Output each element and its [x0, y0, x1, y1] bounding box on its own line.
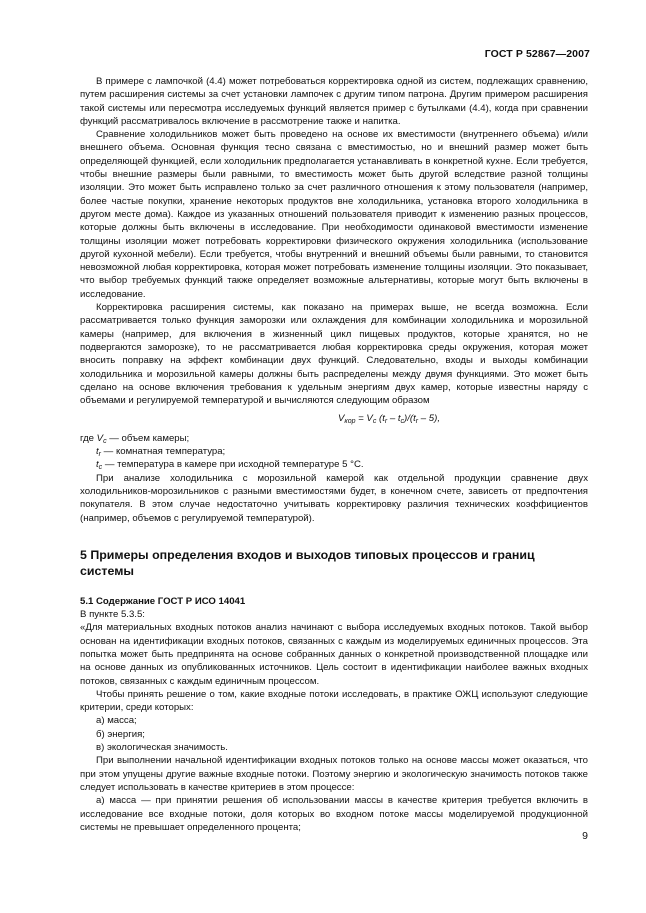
- formula-lhs-sub: кор: [344, 418, 356, 426]
- definition-v: — объем камеры;: [106, 432, 190, 444]
- formula-volume: [80, 412, 588, 425]
- formula-v: V: [366, 413, 373, 425]
- formula-part: (t: [376, 413, 385, 425]
- symbol-tr-sub: r: [98, 451, 102, 459]
- subsection-5-1-title: 5.1 Содержание ГОСТ Р ИСО 14041: [80, 595, 246, 607]
- formula-part: – 5),: [418, 413, 440, 425]
- quote-paragraph: «Для материальных входных потоков анализ начинают с выбора исследуемых входных потоков. Такой выбор основан на идентификации входных потоков, связанных с каждым из моделируемых единичных процессов. Эта попытка может быть предпринята на основе собранных данных о конкретной производственной площадке или на основе данных из опубликованных источников. Цель состоит в идентификации наиболее важных входных потоков, связанных с каждым единичным процессом.: [80, 622, 588, 687]
- reference-line: В пункте 5.3.5:: [80, 609, 145, 621]
- symbol-tc: t: [96, 459, 99, 471]
- section-5-title: 5 Примеры определения входов и выходов типовых процессов и границ системы: [80, 547, 535, 578]
- symbol-tr: t: [96, 446, 99, 458]
- list-item: а) масса;: [96, 715, 137, 727]
- paragraph-fridge-comparison: Сравнение холодильников может быть проведено на основе их вместимости (внутреннего объема) и/или внешнего объема. Основная функция тесно связана с вместимостью, но и внешний размер может быть определяющей функцией, если холодильник предполагается устанавливать в конкретной кухне. Если требуется, чтобы внешние размеры были равными, то вместимость может быть другой вследствие разной толщины изоляции. Это может быть исправлено только за счет различного отношения к этому пользователя (например, более частые покупки, хранение некоторых продуктов вне холодильника, установка второго холодильника в другом месте дома). Каждое из указанных отношений пользователя приводит к изменению разных процессов, которые должны быть включены в исследование. При необходимости одинаковой вместимости изменение толщины изоляции может потребовать корректировки физического окружения холодильника (использование другой кухонной мебели). Если требуется, чтобы внутренний и внешний объемы были равными, то становится невозможной любая корректировка, которая может потребовать изменение толщины изоляции. Это показывает, что выбор требуемых функций также определяет возможные альтернативы, которые могут быть включены в исследование.: [80, 129, 588, 300]
- formula-sub: r: [415, 418, 419, 426]
- where-intro: где: [80, 432, 97, 444]
- paragraph-system-expansion: Корректировка расширения системы, как показано на примерах выше, не всегда возможна. Если рассматривается только функция заморозки или охлаждения для комбинации холодильника и морозильной камеры (например, для включения в жизненный цикл пищевых продуктов, которые хранятся, но не подвергаются заморозке), то не рассматривается любая корректировка среды окружения, которая может вносить поправку на эффект комбинации двух функций. Следовательно, входы и выходы комбинации холодильника и морозильной камеры должны быть распределены между двумя функциями. Это может быть сделано на основе включения требования к удельным энергиям двух камер, которые известны наряду с объемами и регулируемой температурой и вычисляются следующим образом: [80, 302, 588, 407]
- symbol-v-sub: c: [103, 437, 107, 445]
- formula-v-sub: c: [372, 418, 377, 426]
- formula-eq: =: [355, 413, 367, 425]
- list-item: б) энергия;: [96, 728, 145, 740]
- definition-tr: — комнатная температура;: [101, 446, 226, 458]
- symbol-tc-sub: c: [98, 464, 103, 472]
- formula-lhs: V: [337, 413, 345, 425]
- definition-tc: — температура в камере при исходной температуре 5 °С.: [102, 459, 364, 471]
- document-body: [80, 75, 588, 834]
- formula-sub: c: [400, 418, 405, 426]
- paragraph-mass-criterion: а) масса — при принятии решения об использовании массы в качестве критерия требуется включить в исследование все входные потоки, доля которых во входном потоке массы моделируемой продукционной системы не превышает определенного процента;: [80, 795, 588, 833]
- formula-sub: r: [384, 418, 388, 426]
- paragraph-mass-identification: При выполнении начальной идентификации входных потоков только на основе массы может оказаться, что при этом упущены другие важные входные потоки. Поэтому энергию и экологическую значимость потоков также следует использовать в качестве критериев в этом процессе:: [80, 755, 588, 793]
- paragraph-lamp-example: В примере с лампочкой (4.4) может потребоваться корректировка одной из систем, подлежащих сравнению, путем расширения системы за счет установки лампочек с другим типом патрона. Другим примером расширения такой системы или пересмотра исследуемых функций является пример с бутылками (4.4), когда при сравнении функций рассматривалось включение в рассмотрение также и напитка.: [80, 76, 588, 127]
- symbol-v: V: [96, 432, 104, 444]
- formula-part: )/(t: [404, 413, 416, 425]
- formula-part: – t: [387, 413, 401, 425]
- paragraph-fridge-freezer: При анализе холодильника с морозильной камерой как отдельной продукции сравнение двух холодильников-морозильников с разными вместимостями будет, в конечном счете, зависеть от предпочтения покупателя. В этом случае недостаточно учитывать корректировку различия технических коэффициентов (например, объемов с регулируемой температурой).: [80, 472, 588, 524]
- list-item: в) экологическая значимость.: [96, 742, 228, 754]
- where-tr: [80, 445, 588, 458]
- doc-code-header: ГОСТ Р 52867—2007: [484, 48, 590, 60]
- page-number: 9: [582, 830, 588, 842]
- where-tc: [80, 458, 588, 471]
- criteria-intro: Чтобы принять решение о том, какие входные потоки исследовать, в практике ОЖЦ используют следующие критерии, среди которых:: [80, 688, 588, 714]
- where-vc: [80, 432, 588, 445]
